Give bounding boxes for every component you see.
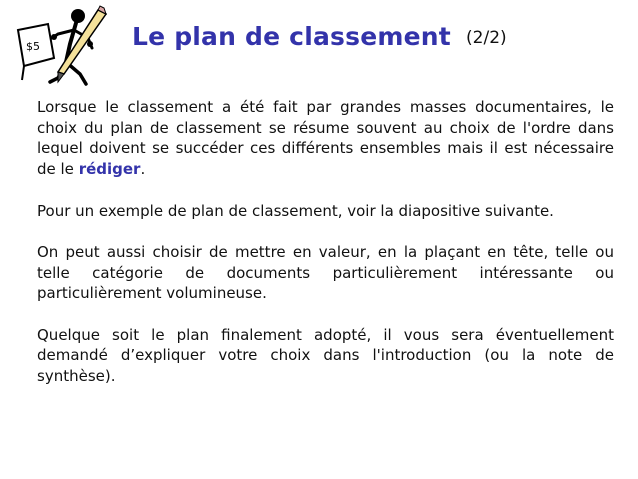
page-indicator: (2/2) bbox=[466, 28, 507, 48]
paragraph-1-end: . bbox=[140, 160, 146, 179]
paragraph-2: Pour un exemple de plan de classement, voir la diapositive suivante. bbox=[37, 201, 554, 220]
paragraph-1 bbox=[37, 97, 614, 180]
highlighted-word: rédiger bbox=[78, 160, 141, 179]
sign-card bbox=[18, 24, 54, 80]
figure-holding-pencil-icon bbox=[14, 4, 110, 88]
paragraph-4: Quelque soit le plan finalement adopté, il vous sera éventuellement demandé d’expliquer votre choix dans l'introduction (ou la note de synthèse). bbox=[37, 325, 614, 386]
slide-title: Le plan de classement bbox=[132, 22, 451, 51]
paragraph-1-text: Lorsque le classement a été fait par grandes masses documentaires, le choix du plan de classement se résume souvent au choix de l'ordre dans lequel doivent se succéder ces différents ensembles mais il est nécessaire de le bbox=[37, 98, 614, 179]
slide-header bbox=[132, 22, 507, 51]
slide-body bbox=[37, 97, 614, 407]
paragraph-3: On peut aussi choisir de mettre en valeur, en la plaçant en tête, telle ou telle catégorie de documents particulièrement intéressante ou particulièrement volumineuse. bbox=[37, 242, 614, 303]
sign-text: $5 bbox=[26, 40, 40, 53]
